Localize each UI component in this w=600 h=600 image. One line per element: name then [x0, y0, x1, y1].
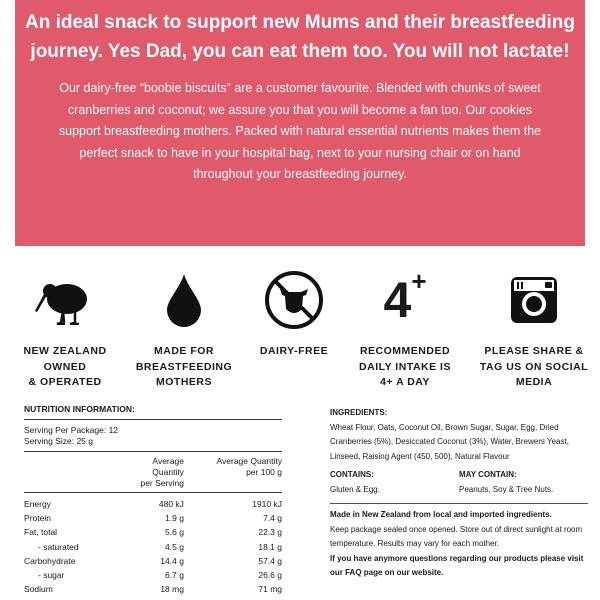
table-row: Carbohydrate 14.4 g 57.4 g: [24, 555, 282, 566]
storage-note: Keep package sealed once opened. Store out of direct sunlight at room temperature. Results may vary for each mother.: [330, 524, 583, 548]
divider: [330, 503, 588, 504]
feature-daily-intake: 4 + RECOMMENDED DAILY INTAKE IS 4+ A DAY: [347, 262, 463, 391]
feature-breastfeeding: MADE FOR BREASTFEEDING MOTHERS: [126, 262, 242, 391]
nutrition-title: NUTRITION INFORMATION:: [24, 404, 282, 420]
hero-banner: [15, 0, 585, 246]
table-row: Energy 480 kJ 1910 kJ: [24, 499, 282, 510]
table-row: Fat, total 5.6 g 22.3 g: [24, 527, 282, 538]
ingredients-panel: [330, 406, 588, 581]
instagram-icon[interactable]: [476, 262, 592, 338]
col-per-serving-header: Average Quantity per Serving: [122, 452, 184, 493]
feature-icons-row: [0, 262, 600, 392]
headline-line-2: journey. Yes Dad, you can eat them too. You will not lactate!: [30, 41, 570, 62]
headline: [15, 8, 585, 66]
feature-nz-owned: NEW ZEALAND OWNED & OPERATED: [7, 262, 123, 391]
milk-drop-icon: [126, 262, 242, 338]
description-text: Our dairy-free “boobie biscuits” are a customer favourite. Blended with chunks of sweet cranberries and coconut; we assure you that you will become a fan too. Our cookies support breastfeeding mothers. Packed with natural essential nutrients makes them the perfect snack to have in your hospital bag, next to your nursing chair or on hand throughout your breastfeeding journey.: [58, 81, 542, 181]
table-row: Protein 1.9 g 7.4 g: [24, 513, 282, 524]
allergen-info: CONTAINS: Gluten & Egg. MAY CONTAIN: Peanuts, Soy & Tree Nuts.: [330, 470, 554, 494]
kiwi-bird-icon: [7, 262, 123, 338]
ingredients-text: Wheat Flour, Oats, Coconut Oil, Brown Sugar, Sugar, Egg, Dried Cranberries (5%), Desiccated Coconut (3%), Water, Brewers Yeast, Linseed, Raising Agent (450, 500), Natural Flavour: [330, 422, 569, 461]
no-dairy-cow-icon: [236, 262, 352, 338]
table-row: Sodium 18 mg 71 mg: [24, 584, 282, 595]
table-row: - sugar 6.7 g 26.6 g: [38, 570, 282, 581]
headline-line-1: An ideal snack to support new Mums and their breastfeeding: [24, 12, 576, 33]
origin-note: Made in New Zealand from local and imported ingredients.: [330, 510, 552, 519]
feature-share-social: PLEASE SHARE & TAG US ON SOCIAL MEDIA: [476, 262, 592, 391]
table-row: - saturated 4.5 g 18.1 g: [38, 541, 282, 552]
four-plus-icon: 4 +: [383, 266, 427, 328]
nutrition-panel: [24, 404, 282, 596]
nutrition-table: [24, 452, 282, 596]
ingredients-title: INGREDIENTS:: [330, 408, 388, 417]
faq-note: If you have anymore questions regarding our products please visit our FAQ page on our website.: [330, 553, 584, 577]
feature-dairy-free: DAIRY-FREE: [236, 262, 352, 360]
serving-info: Serving Per Package: 12 Serving Size: 25 g: [24, 425, 282, 452]
col-per-100g-header: Average Quantity per 100 g: [184, 452, 282, 493]
